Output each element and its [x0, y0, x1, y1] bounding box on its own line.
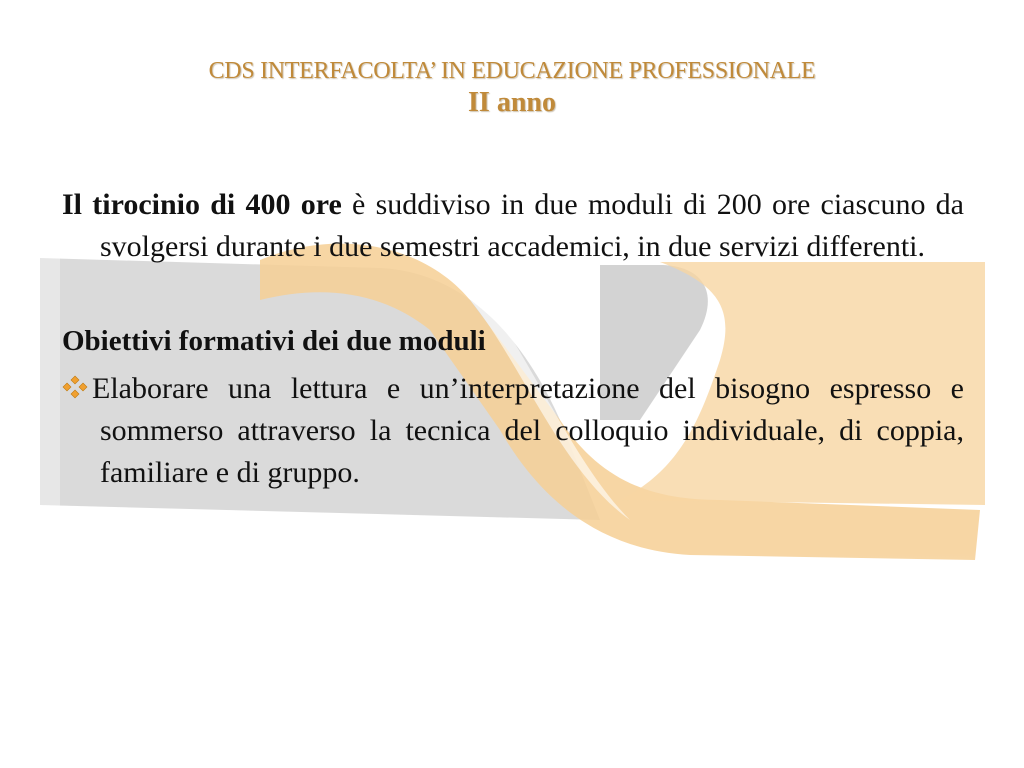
- slide-body: [62, 184, 964, 494]
- slide-title: [0, 56, 1024, 120]
- bullet-item: [62, 368, 964, 494]
- title-course-name: CDS INTERFACOLTA’ IN EDUCAZIONE PROFESSIONALE: [208, 58, 816, 84]
- diamond-quad-bullet-icon: [62, 369, 92, 393]
- bullet-text: Elaborare una lettura e un’interpretazione del bisogno espresso e sommerso attraverso la tecnica del colloquio individuale, di coppia, familiare e di gruppo.: [92, 372, 964, 489]
- intro-paragraph: [62, 184, 964, 268]
- intro-bold-lead: Il tirocinio di 400 ore: [62, 188, 342, 221]
- intro-text: è suddiviso in due moduli di 200 ore ciascuno da svolgersi durante i due semestri accademici, in due servizi differenti.: [100, 188, 965, 263]
- objectives-heading: Obiettivi formativi dei due moduli: [62, 325, 486, 357]
- title-year: II anno: [468, 87, 556, 118]
